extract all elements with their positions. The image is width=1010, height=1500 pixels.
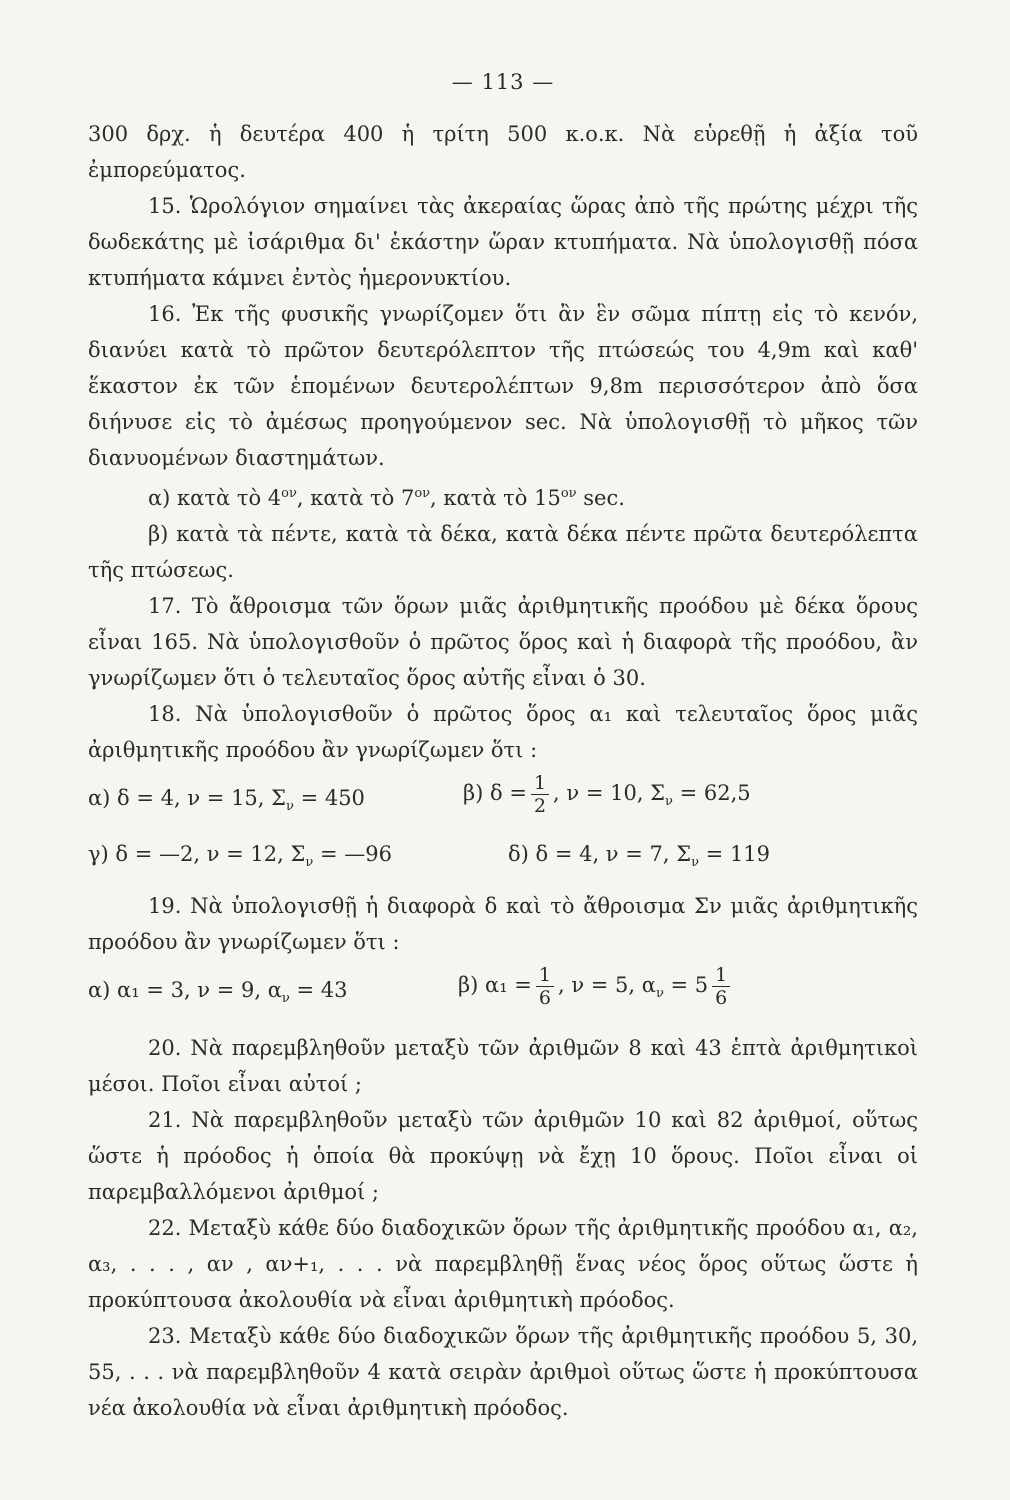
text: α) δ = 4, ν = 15, Σ [88, 786, 286, 810]
text: = 450 [293, 786, 365, 810]
subscript: ν [305, 855, 314, 871]
text: , κατὰ τὸ 15 [430, 486, 561, 510]
eq-19-b [458, 964, 734, 1009]
numerator: 1 [712, 964, 730, 987]
text: = 43 [289, 978, 348, 1002]
subscript: ν [655, 986, 664, 1002]
exercise-20: 20. Νὰ παρεμβληθοῦν μεταξὺ τῶν ἀριθμῶν 8 καὶ 43 ἑπτὰ ἀριθμητικοὶ μέσοι. Ποῖοι εἶναι αὐτοί ; [88, 1036, 918, 1096]
text: = 119 [699, 842, 771, 866]
subscript: ν [691, 855, 699, 871]
exercise-19: 19. Νὰ ὑπολογισθῇ ἡ διαφορὰ δ καὶ τὸ ἄθροισμα Σν μιᾶς ἀριθμητικῆς προόδου ἂν γνωρίζωμεν ὅτι : [88, 894, 918, 954]
text: α) α₁ = 3, ν = 9, α [88, 978, 282, 1002]
numerator: 1 [531, 772, 549, 795]
ordinal-suffix: ον [414, 486, 431, 501]
page-number: — 113 — [451, 70, 555, 94]
exercise-18-equations-row1 [88, 768, 918, 838]
ordinal-suffix: ον [281, 486, 297, 501]
fraction [712, 964, 730, 1009]
eq-19-a [88, 978, 348, 1006]
denominator: 2 [533, 795, 547, 817]
denominator: 6 [538, 987, 551, 1009]
exercise-18: 18. Νὰ ὑπολογισθοῦν ὁ πρῶτος ὅρος α₁ καὶ τελευταῖος ὅρος μιᾶς ἀριθμητικῆς προόδου ἂν γνωρίζωμεν ὅτι : [88, 702, 918, 762]
exercise-16: 16. Ἐκ τῆς φυσικῆς γνωρίζομεν ὅτι ἂν ἓν σῶμα πίπτῃ εἰς τὸ κενόν, διανύει κατὰ τὸ πρῶτον δευτερόλεπτον τῆς πτώσεώς του 4,9m καὶ καθ' ἕκαστον ἐκ τῶν ἑπομένων δευτερολέπτων 9,8m περισσότερον ἀπὸ ὅσα διήνυσε εἰς τὸ ἀμέσως προηγούμενον sec. Νὰ ὑπολογισθῇ τὸ μῆκος τῶν διανυομένων διαστημάτων. [88, 302, 918, 470]
exercise-22: 22. Μεταξὺ κάθε δύο διαδοχικῶν ὅρων τῆς ἀριθμητικῆς προόδου α₁, α₂, α₃, . . . , αν , αν+₁, . . . νὰ παρεμβληθῇ ἕνας νέος ὅρος οὕτως ὥστε ἡ προκύπτουσα ἀκολουθία νὰ εἶναι ἀριθμητικὴ πρόοδος. [88, 1216, 918, 1312]
subscript: ν [665, 794, 673, 810]
page [88, 70, 918, 1426]
text: α) κατὰ τὸ 4 [148, 486, 282, 510]
ordinal-suffix: ον [560, 486, 577, 501]
subscript: ν [281, 991, 290, 1007]
exercise-23: 23. Μεταξὺ κάθε δύο διαδοχικῶν ὅρων τῆς ἀριθμητικῆς προόδου 5, 30, 55, . . . νὰ παρεμβληθοῦν 4 κατὰ σειρὰν ἀριθμοὶ οὕτως ὥστε ἡ προκύπτουσα νέα ἀκολουθία νὰ εἶναι ἀριθμητικὴ πρόοδος. [88, 1324, 918, 1420]
denominator: 6 [715, 987, 728, 1009]
text: β) δ = [463, 781, 527, 805]
text: β) α₁ = [458, 973, 532, 997]
text: γ) δ = —2, ν = 12, Σ [88, 842, 306, 866]
text: , ν = 10, Σ [553, 781, 666, 805]
text: , ν = 5, α [557, 973, 656, 997]
exercise-19-equations [88, 960, 918, 1030]
fraction [531, 772, 549, 817]
exercise-17: 17. Τὸ ἄθροισμα τῶν ὅρων μιᾶς ἀριθμητικῆς προόδου μὲ δέκα ὅρους εἶναι 165. Νὰ ὑπολογισθοῦν ὁ πρῶτος ὅρος καὶ ἡ διαφορὰ τῆς προόδου, ἂν γνωρίζωμεν ὅτι ὁ τελευταῖος ὅρος αὐτῆς εἶναι ὁ 30. [88, 594, 918, 690]
exercise-21: 21. Νὰ παρεμβληθοῦν μεταξὺ τῶν ἀριθμῶν 10 καὶ 82 ἀριθμοί, οὕτως ὥστε ἡ πρόοδος ἡ ὁποία θὰ προκύψῃ νὰ ἔχῃ 10 ὅρους. Ποῖοι εἶναι οἱ παρεμβαλλόμενοι ἀριθμοί ; [88, 1108, 918, 1204]
intro-paragraph: 300 δρχ. ἡ δευτέρα 400 ἡ τρίτη 500 κ.ο.κ. Νὰ εὑρεθῇ ἡ ἀξία τοῦ ἐμπορεύματος. [88, 122, 918, 182]
text: δ) δ = 4, ν = 7, Σ [508, 842, 692, 866]
exercise-16-b: β) κατὰ τὰ πέντε, κατὰ τὰ δέκα, κατὰ δέκα πέντε πρῶτα δευτερόλεπτα τῆς πτώσεως. [88, 522, 918, 582]
fraction [536, 964, 554, 1009]
exercise-15: 15. Ὡρολόγιον σημαίνει τὰς ἀκεραίας ὥρας ἀπὸ τῆς πρώτης μέχρι τῆς δωδεκάτης μὲ ἰσάριθμα δι' ἑκάστην ὥραν κτυπήματα. Νὰ ὑπολογισθῇ πόσα κτυπήματα κάμνει ἐντὸς ἡμερονυκτίου. [88, 194, 918, 290]
eq-18-a [88, 786, 365, 814]
text: = 62,5 [672, 781, 751, 805]
numerator: 1 [536, 964, 554, 987]
text: , κατὰ τὸ 7 [296, 486, 415, 510]
exercise-18-equations-row2 [88, 838, 918, 878]
exercise-16-a [88, 476, 918, 516]
eq-18-d [508, 842, 770, 870]
text: sec. [576, 486, 625, 510]
eq-18-c [88, 842, 392, 870]
text: = —96 [313, 842, 392, 866]
text: = 5 [663, 973, 709, 997]
eq-18-b [463, 772, 751, 817]
subscript: ν [285, 799, 294, 815]
